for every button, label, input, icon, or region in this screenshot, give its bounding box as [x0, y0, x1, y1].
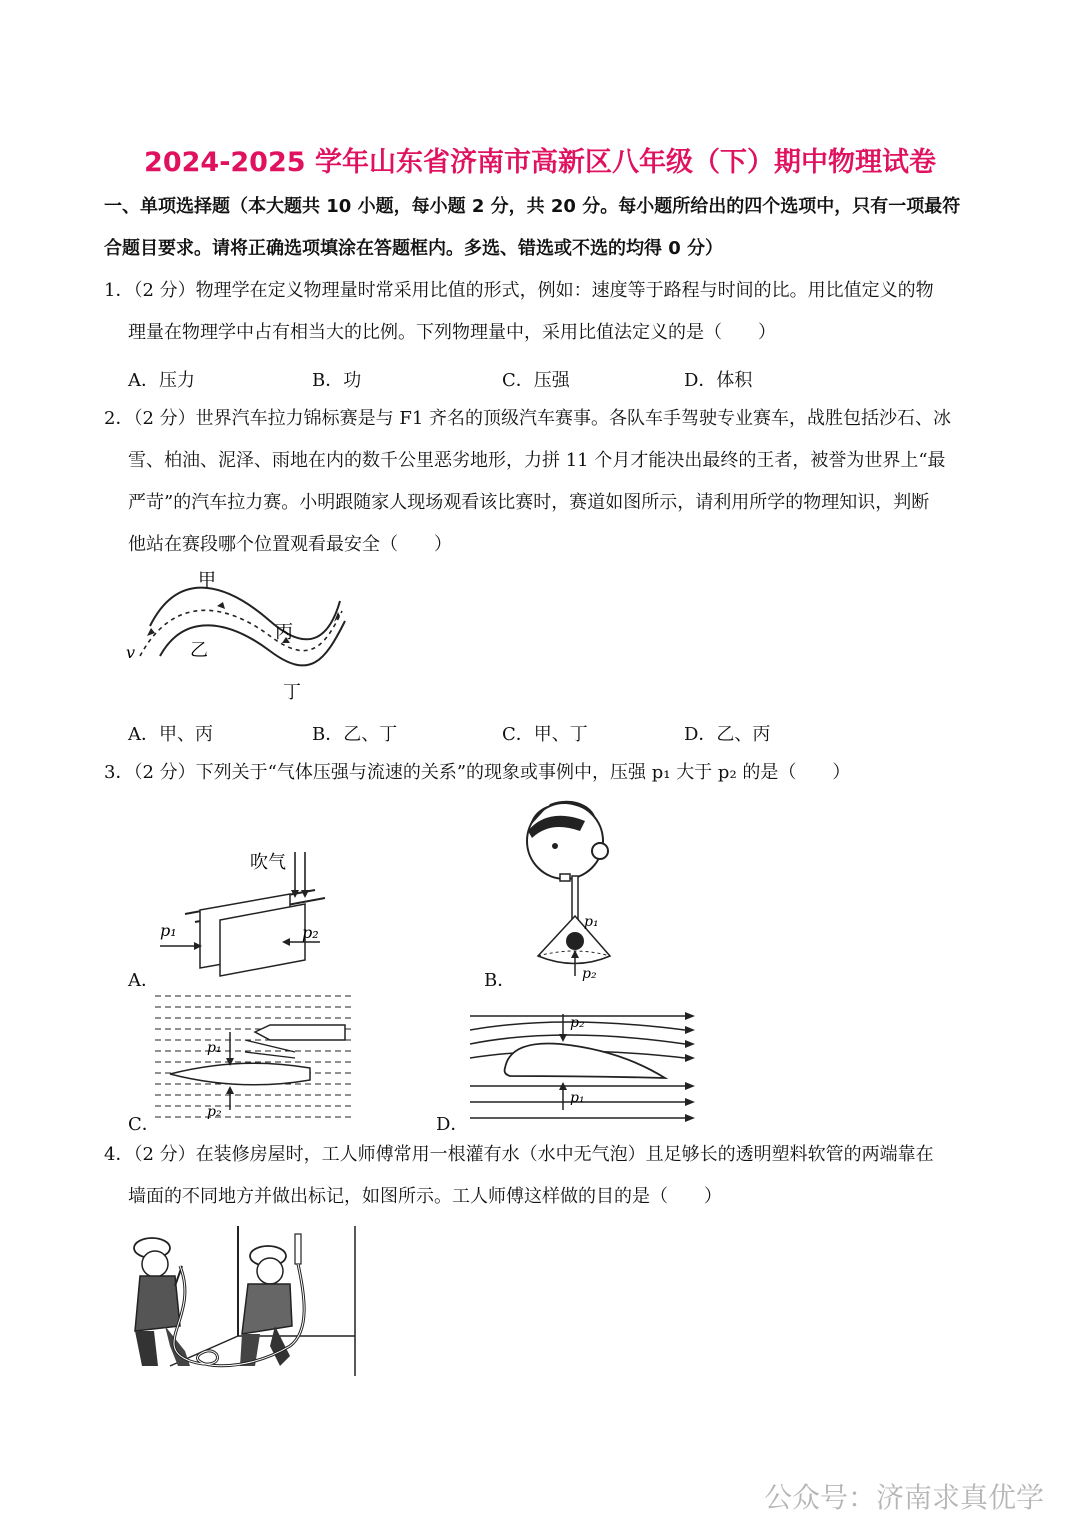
- q2-option-c[interactable]: C．甲、丁: [502, 724, 588, 745]
- q3-option-d[interactable]: D．: [436, 1114, 469, 1135]
- section-heading-line-1: 一、单项选择题（本大题共 10 小题，每小题 2 分，共 20 分。每小题所给出的四个选项中，只有一项最符: [104, 196, 961, 217]
- question-2-line-1: 2．（2 分）世界汽车拉力锦标赛是与 F1 齐名的顶级汽车赛事。各队车手驾驶专业赛车，战胜包括沙石、冰: [104, 408, 952, 429]
- section-heading-line-2: 合题目要求。请将正确选项填涂在答题框内。多选、错选或不选的均得 0 分）: [104, 238, 724, 259]
- label-p2-d: p₂: [570, 1015, 585, 1031]
- q2-option-d[interactable]: D．乙、丙: [684, 724, 771, 745]
- watermark: 公众号：济南求真优学: [763, 1481, 1044, 1514]
- label-p1-a: p₁: [160, 921, 177, 940]
- label-p1-b: p₁: [584, 914, 599, 930]
- q3-option-c[interactable]: C．: [128, 1114, 160, 1135]
- question-4: [104, 1134, 984, 1218]
- label-yi: 乙: [190, 640, 208, 661]
- label-blow: 吹气: [250, 852, 286, 873]
- figure-c-ships: [155, 990, 355, 1120]
- question-3: [104, 752, 984, 794]
- question-1-line-2: 理量在物理学中占有相当大的比例。下列物理量中，采用比值法定义的是（ ）: [128, 322, 776, 343]
- q2-option-b[interactable]: B．乙、丁: [312, 724, 398, 745]
- question-4-line-2: 墙面的不同地方并做出标记，如图所示。工人师傅这样做的目的是（ ）: [128, 1186, 722, 1207]
- label-ding: 丁: [283, 682, 301, 703]
- label-p1-c: p₁: [207, 1040, 222, 1056]
- label-p1-d: p₁: [570, 1090, 585, 1106]
- question-1-line-1: 1．（2 分）物理学在定义物理量时常采用比值的形式，例如：速度等于路程与时间的比。用比值定义的物: [104, 280, 934, 301]
- question-2-line-2: 雪、柏油、泥泽、雨地在内的数千公里恶劣地形，力拼 11 个月才能决出最终的王者，被誉为世界上“最: [128, 450, 946, 471]
- question-2-line-4: 他站在赛段哪个位置观看最安全（ ）: [128, 534, 452, 555]
- question-4-line-1: 4．（2 分）在装修房屋时，工人师傅常用一根灌有水（水中无气泡）且足够长的透明塑料软管的两端靠在: [104, 1144, 934, 1165]
- question-3-line-1: 3．（2 分）下列关于“气体压强与流速的关系”的现象或事例中，压强 p₁ 大于 p₂ 的是（ ）: [104, 762, 851, 783]
- q3-option-a[interactable]: A．: [128, 970, 159, 991]
- figure-a-paper-blow: [150, 842, 350, 982]
- figure-b-funnel-ball: [510, 796, 630, 986]
- q1-option-a[interactable]: A．压力: [128, 370, 195, 391]
- q3-option-b[interactable]: B．: [484, 970, 516, 991]
- question-2-line-3: 严苛”的汽车拉力赛。小明跟随家人现场观看该比赛时，赛道如图所示，请利用所学的物理知识，判断: [128, 492, 930, 513]
- figure-d-airfoil: [470, 1000, 700, 1130]
- q1-option-c[interactable]: C．压强: [502, 370, 570, 391]
- label-v: v: [126, 643, 136, 662]
- label-p2-b: p₂: [582, 966, 597, 982]
- section-heading: [104, 186, 984, 270]
- label-bing: 丙: [275, 622, 293, 643]
- label-p2-c: p₂: [207, 1104, 222, 1120]
- label-p2-a: p₂: [302, 923, 319, 942]
- q1-option-d[interactable]: D．体积: [684, 370, 753, 391]
- question-1: [104, 270, 984, 354]
- q1-option-b[interactable]: B．功: [312, 370, 362, 391]
- page-title: 2024-2025 学年山东省济南市高新区八年级（下）期中物理试卷: [144, 147, 936, 178]
- label-jia: 甲: [198, 570, 216, 591]
- race-track-figure: [120, 566, 360, 706]
- question-2: [104, 398, 984, 566]
- q2-option-a[interactable]: A．甲、丙: [128, 724, 213, 745]
- workers-hose-figure: [130, 1226, 360, 1376]
